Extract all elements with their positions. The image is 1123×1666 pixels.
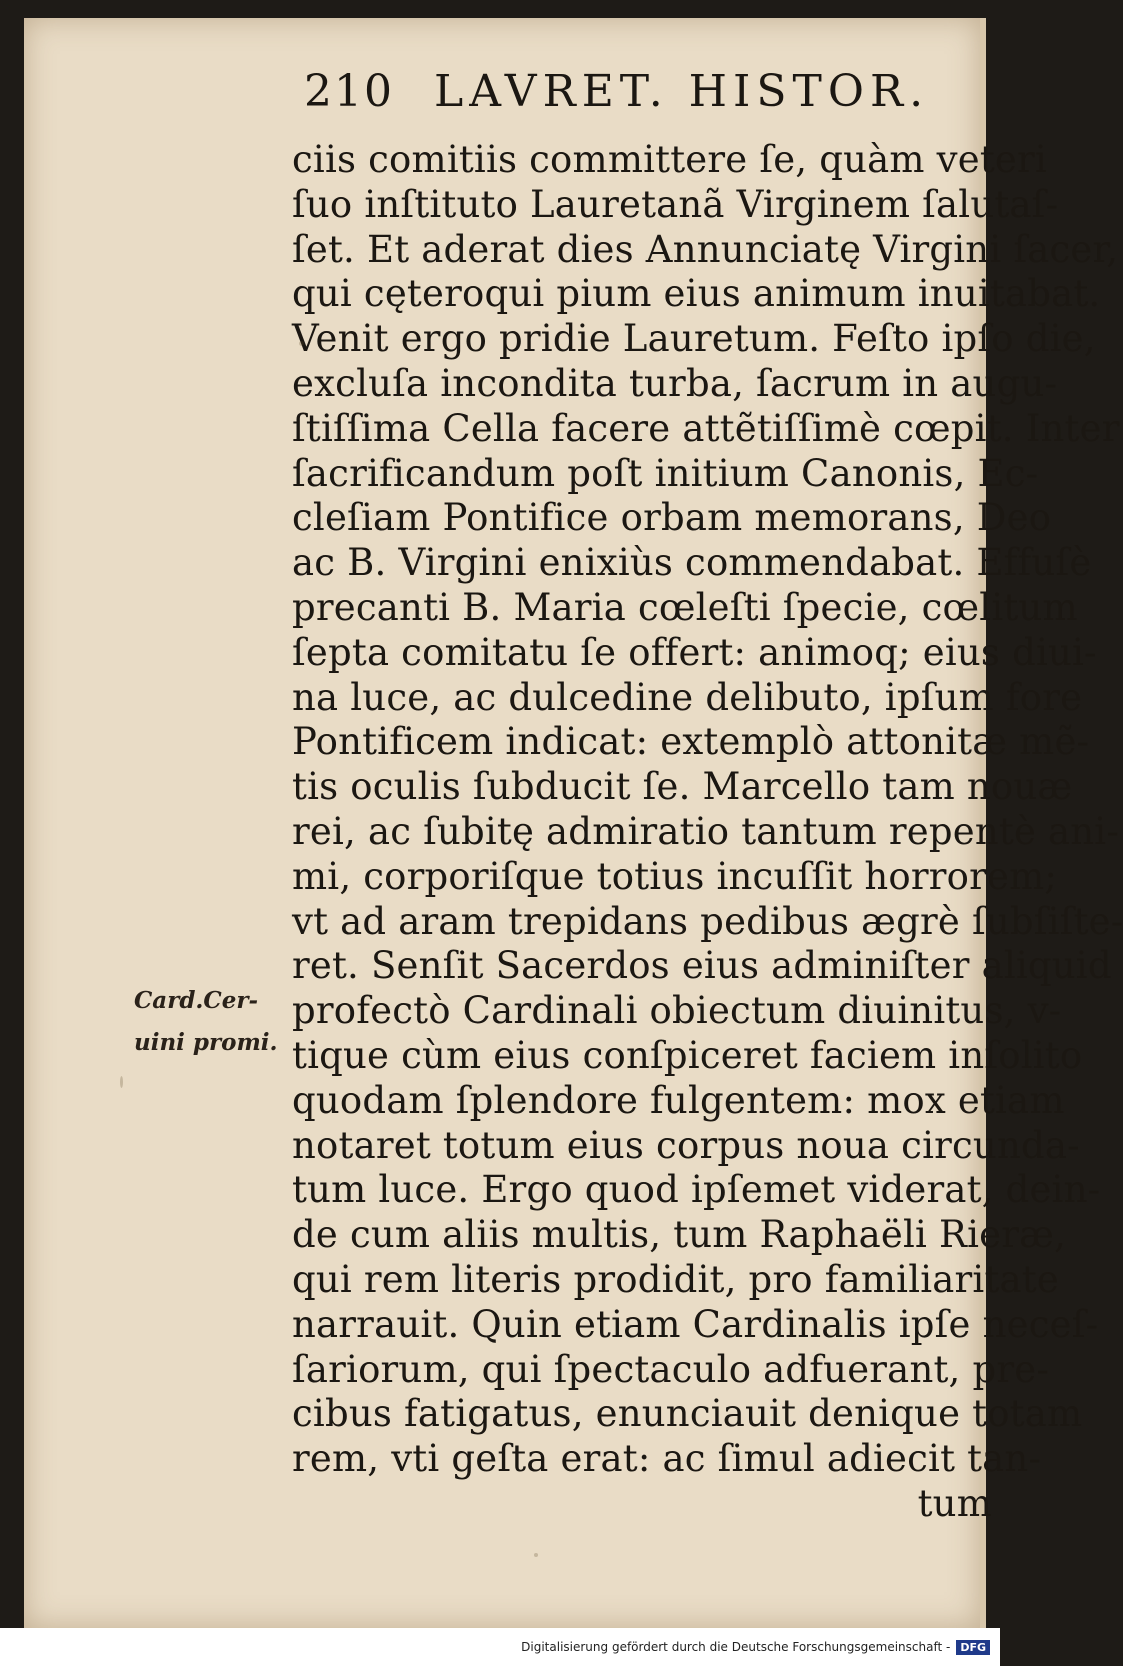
- text-line: tique cùm eius conſpiceret faciem inſolito: [292, 1033, 1083, 1077]
- text-line: quodam ſplendore fulgentem: mox etiam: [292, 1078, 1065, 1122]
- text-line: cibus fatigatus, enunciauit denique totam: [292, 1392, 1083, 1436]
- text-line: ac B. Virgini enixiùs commendabat. Effuſè: [292, 541, 1092, 585]
- text-line: ciis comitiis committere ſe, quàm veteri: [292, 138, 1047, 181]
- text-line: de cum aliis multis, tum Raphaëli Rieræ,: [292, 1213, 1067, 1257]
- text-line: tis oculis ſubducit ſe. Marcello tam nouæ: [292, 765, 1073, 809]
- dfg-logo: DFG: [956, 1640, 990, 1655]
- text-line: qui rem literis prodidit, pro familiaritate: [292, 1257, 1059, 1301]
- paper-stain: [120, 1076, 123, 1088]
- text-line: ſepta comitatu ſe offert: animoq; eius diui-: [292, 630, 1097, 674]
- digitization-footer: [0, 1628, 1000, 1666]
- text-line: notaret totum eius corpus noua circunda-: [292, 1123, 1080, 1167]
- text-line: na luce, ac dulcedine delibuto, ipſum fore: [292, 675, 1083, 719]
- marginal-note-line: Card.Cer-: [134, 987, 259, 1014]
- marginal-note-line: uini promi.: [134, 1029, 278, 1056]
- paper-stain: [299, 341, 304, 346]
- paper-stain: [534, 1553, 538, 1557]
- text-line: Pontificem indicat: extemplò attonitæ mẽ-: [292, 720, 1090, 764]
- text-line: Venit ergo pridie Lauretum. Feſto ipſo die,: [292, 317, 1096, 361]
- text-line: excluſa incondita turba, ſacrum in augu-: [292, 361, 1058, 405]
- running-title: LAVRET. HISTOR.: [433, 66, 930, 117]
- text-line: ſet. Et aderat dies Annunciatę Virgini ſacer,: [292, 227, 1119, 271]
- text-line: ſtiſſima Cella facere attẽtiſſimè cœpit. Inter: [292, 406, 1120, 450]
- text-line: qui cęteroqui pium eius animum inuitabat.: [292, 272, 1101, 316]
- marginal-note: [134, 980, 294, 1064]
- book-page: [24, 18, 1123, 1628]
- text-line: profectò Cardinali obiectum diuinitus, v-: [292, 989, 1062, 1033]
- text-line: ſariorum, qui ſpectaculo adfuerant, pre-: [292, 1347, 1050, 1391]
- page-header: [304, 66, 954, 126]
- text-line: ſuo inſtituto Lauretanã Virginem ſalutaſ-: [292, 182, 1059, 226]
- text-line: ſacrificandum poſt initium Canonis, Ec-: [292, 451, 1039, 495]
- text-line: rem, vti geſta erat: ac ſimul adiecit tan-: [292, 1437, 1042, 1481]
- page-number: 210: [304, 66, 394, 117]
- text-line: precanti B. Maria cœleſti ſpecie, cœlitum: [292, 585, 1078, 629]
- text-line: tum luce. Ergo quod ipſemet viderat, dein-: [292, 1168, 1101, 1212]
- body-text: [292, 138, 1123, 1527]
- text-line: vt ad aram trepidans pedibus ægrè ſubſiſte-: [292, 899, 1123, 943]
- text-line: mi, corporiſque totius incuſſit horrorem;: [292, 854, 1058, 898]
- text-line: rei, ac ſubitę admiratio tantum repentè ani-: [292, 809, 1120, 853]
- text-line: narrauit. Quin etiam Cardinalis ipſe neceſ-: [292, 1302, 1099, 1346]
- catchword: tum: [917, 1481, 992, 1525]
- text-line: ret. Senſit Sacerdos eius adminiſter aliquid: [292, 944, 1112, 988]
- text-line: cleſiam Pontifice orbam memorans, Deo: [292, 496, 1052, 540]
- footer-text: Digitalisierung gefördert durch die Deutsche Forschungsgemeinschaft -: [521, 1640, 951, 1654]
